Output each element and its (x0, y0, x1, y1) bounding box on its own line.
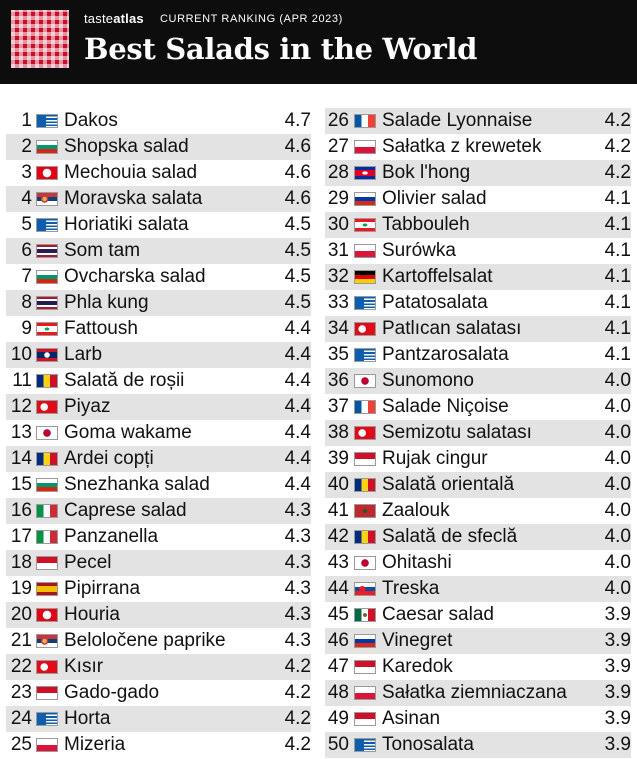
rank-number: 33 (327, 292, 349, 313)
rating-score: 4.4 (284, 370, 311, 391)
salad-name[interactable]: Piyaz (64, 396, 111, 417)
salad-name[interactable]: Olivier salad (382, 188, 487, 209)
rating-score: 4.5 (284, 240, 311, 261)
rank-number: 28 (327, 162, 349, 183)
ro-flag-icon (354, 478, 376, 492)
ranking-row[interactable] (325, 134, 631, 160)
bg-flag-icon (36, 270, 58, 284)
salad-name[interactable]: Caesar salad (382, 604, 494, 625)
salad-name[interactable]: Salată de sfeclă (382, 526, 518, 547)
gr-flag-icon (354, 296, 376, 310)
kh-flag-icon (354, 166, 376, 180)
id-flag-icon (36, 686, 58, 700)
rating-score: 4.3 (284, 500, 311, 521)
ranking-row[interactable] (325, 368, 631, 394)
salad-name[interactable]: Sałatka z krewetek (382, 136, 542, 157)
rank-number: 3 (21, 162, 32, 183)
salad-name[interactable]: Bok l'hong (382, 162, 471, 183)
ranking-row[interactable] (325, 316, 631, 342)
th-flag-icon (36, 296, 58, 310)
tr-flag-icon (354, 322, 376, 336)
rank-number: 47 (327, 656, 349, 677)
fr-flag-icon (354, 114, 376, 128)
ranking-row[interactable] (6, 238, 311, 264)
bg-flag-icon (36, 140, 58, 154)
ranking-row[interactable] (6, 602, 311, 628)
ranking-row[interactable] (325, 446, 631, 472)
rating-score: 4.1 (604, 266, 631, 287)
ranking-row[interactable] (6, 628, 311, 654)
salad-name[interactable]: Kartoffelsalat (382, 266, 493, 287)
salad-name[interactable]: Ovcharska salad (64, 266, 206, 287)
salad-name[interactable]: Ohitashi (382, 552, 452, 573)
rating-score: 4.3 (284, 604, 311, 625)
rating-score: 4.2 (604, 162, 631, 183)
rating-score: 4.6 (284, 188, 311, 209)
salad-name[interactable]: Goma wakame (64, 422, 192, 443)
rating-score: 4.0 (604, 578, 631, 599)
rank-number: 16 (10, 500, 32, 521)
salad-name[interactable]: Patlıcan salatası (382, 318, 522, 339)
ro-flag-icon (36, 452, 58, 466)
rank-number: 22 (10, 656, 32, 677)
ranking-row[interactable] (6, 134, 311, 160)
rank-number: 12 (10, 396, 32, 417)
it-flag-icon (36, 530, 58, 544)
ranking-row[interactable] (325, 550, 631, 576)
id-flag-icon (354, 452, 376, 466)
rating-score: 4.4 (284, 318, 311, 339)
pl-flag-icon (354, 686, 376, 700)
ranking-row[interactable] (325, 498, 631, 524)
header-banner (0, 0, 637, 84)
rank-number: 7 (21, 266, 32, 287)
gr-flag-icon (36, 114, 58, 128)
es-flag-icon (36, 582, 58, 596)
salad-name[interactable]: Salată orientală (382, 474, 515, 495)
ranking-row[interactable] (325, 186, 631, 212)
rank-number: 10 (10, 344, 32, 365)
ranking-row[interactable] (6, 576, 311, 602)
lb-flag-icon (354, 218, 376, 232)
rank-number: 1 (21, 110, 32, 131)
rating-score: 3.9 (604, 604, 631, 625)
salad-name[interactable]: Snezhanka salad (64, 474, 210, 495)
salad-name[interactable]: Rujak cingur (382, 448, 488, 469)
rating-score: 4.0 (604, 526, 631, 547)
salad-name[interactable]: Larb (64, 344, 103, 365)
rating-score: 4.0 (604, 448, 631, 469)
rating-score: 4.3 (284, 526, 311, 547)
rank-number: 23 (10, 682, 32, 703)
rank-number: 18 (10, 552, 32, 573)
rank-number: 20 (10, 604, 32, 625)
ro-flag-icon (354, 530, 376, 544)
ranking-row[interactable] (6, 680, 311, 706)
brand-name-part2: atlas (113, 11, 144, 26)
rank-number: 31 (327, 240, 349, 261)
ranking-row[interactable] (6, 186, 311, 212)
rank-number: 24 (10, 708, 32, 729)
rank-number: 14 (10, 448, 32, 469)
salad-name[interactable]: Surówka (382, 240, 456, 261)
rank-number: 5 (21, 214, 32, 235)
salad-name[interactable]: Ardei copți (64, 448, 154, 469)
rank-number: 17 (10, 526, 32, 547)
bg-flag-icon (36, 478, 58, 492)
ranking-row[interactable] (325, 706, 631, 732)
salad-name[interactable]: Salată de roșii (64, 370, 185, 391)
rs-flag-icon (36, 192, 58, 206)
rating-score: 4.3 (284, 578, 311, 599)
ranking-row[interactable] (6, 394, 311, 420)
gr-flag-icon (36, 218, 58, 232)
rank-number: 50 (327, 734, 349, 755)
salad-name[interactable]: Pecel (64, 552, 112, 573)
rank-number: 34 (327, 318, 349, 339)
rank-number: 15 (10, 474, 32, 495)
rating-score: 3.9 (604, 734, 631, 755)
salad-name[interactable]: Dakos (64, 110, 118, 131)
salad-name[interactable]: Sunomono (382, 370, 474, 391)
rating-score: 4.6 (284, 136, 311, 157)
rating-score: 4.0 (604, 370, 631, 391)
rating-score: 4.4 (284, 422, 311, 443)
ranking-row[interactable] (325, 472, 631, 498)
ranking-row[interactable] (6, 342, 311, 368)
salad-name[interactable]: Karedok (382, 656, 453, 677)
ranking-row[interactable] (325, 628, 631, 654)
rating-score: 3.9 (604, 656, 631, 677)
rank-number: 46 (327, 630, 349, 651)
ranking-row[interactable] (325, 524, 631, 550)
rating-score: 4.2 (284, 708, 311, 729)
salad-name[interactable]: Horiatiki salata (64, 214, 189, 235)
ranking-row[interactable] (6, 160, 311, 186)
salad-name[interactable]: Phla kung (64, 292, 149, 313)
jp-flag-icon (354, 374, 376, 388)
ranking-row[interactable] (325, 394, 631, 420)
tr-flag-icon (354, 426, 376, 440)
rank-number: 36 (327, 370, 349, 391)
rating-score: 4.2 (284, 656, 311, 677)
mx-flag-icon (354, 608, 376, 622)
rating-score: 4.1 (604, 188, 631, 209)
rating-score: 4.4 (284, 448, 311, 469)
ranking-row[interactable] (325, 602, 631, 628)
rating-score: 4.5 (284, 266, 311, 287)
salad-name[interactable]: Tonosalata (382, 734, 474, 755)
ranking-row[interactable] (6, 368, 311, 394)
id-flag-icon (354, 712, 376, 726)
pl-flag-icon (354, 244, 376, 258)
rating-score: 4.1 (604, 344, 631, 365)
gr-flag-icon (354, 348, 376, 362)
salad-name[interactable]: Moravska salata (64, 188, 203, 209)
rank-number: 43 (327, 552, 349, 573)
rating-score: 4.2 (284, 682, 311, 703)
rank-number: 37 (327, 396, 349, 417)
rank-number: 39 (327, 448, 349, 469)
rating-score: 3.9 (604, 630, 631, 651)
ranking-row[interactable] (325, 238, 631, 264)
ranking-row[interactable] (6, 446, 311, 472)
ranking-row[interactable] (6, 420, 311, 446)
rank-number: 38 (327, 422, 349, 443)
fr-flag-icon (354, 400, 376, 414)
ranking-row[interactable] (325, 290, 631, 316)
salad-name[interactable]: Tabbouleh (382, 214, 470, 235)
ru-flag-icon (354, 192, 376, 206)
salad-name[interactable]: Panzanella (64, 526, 159, 547)
salad-name[interactable]: Mechouia salad (64, 162, 198, 183)
ranking-row[interactable] (6, 472, 311, 498)
salad-name[interactable]: Som tam (64, 240, 141, 261)
salad-name[interactable]: Houria (64, 604, 120, 625)
rank-number: 21 (10, 630, 32, 651)
lb-flag-icon (36, 322, 58, 336)
rating-score: 4.0 (604, 422, 631, 443)
rating-score: 4.2 (604, 110, 631, 131)
rating-score: 4.1 (604, 292, 631, 313)
rating-score: 4.3 (284, 630, 311, 651)
rating-score: 4.4 (284, 396, 311, 417)
rank-number: 19 (10, 578, 32, 599)
rating-score: 4.0 (604, 552, 631, 573)
rank-number: 25 (10, 734, 32, 755)
salad-name[interactable]: Asinan (382, 708, 441, 729)
salad-name[interactable]: Treska (382, 578, 440, 599)
rating-score: 4.5 (284, 214, 311, 235)
checkered-tablecloth-icon (11, 10, 69, 68)
de-flag-icon (354, 270, 376, 284)
rank-number: 30 (327, 214, 349, 235)
ranking-row[interactable] (325, 342, 631, 368)
salad-name[interactable]: Patatosalata (382, 292, 488, 313)
rank-number: 11 (12, 370, 32, 391)
rank-number: 45 (327, 604, 349, 625)
rating-score: 3.9 (604, 708, 631, 729)
salad-name[interactable]: Mizeria (64, 734, 126, 755)
ranking-row[interactable] (325, 212, 631, 238)
pl-flag-icon (36, 738, 58, 752)
ranking-row[interactable] (6, 108, 311, 134)
rating-score: 4.4 (284, 474, 311, 495)
ranking-row[interactable] (6, 732, 311, 758)
la-flag-icon (36, 348, 58, 362)
tn-flag-icon (36, 166, 58, 180)
salad-name[interactable]: Semizotu salatası (382, 422, 532, 443)
rating-score: 4.0 (604, 500, 631, 521)
ranking-row[interactable] (6, 264, 311, 290)
tr-flag-icon (36, 400, 58, 414)
ro-flag-icon (36, 374, 58, 388)
ranking-row[interactable] (325, 576, 631, 602)
rank-number: 41 (327, 500, 349, 521)
rank-number: 49 (327, 708, 349, 729)
salad-name[interactable]: Gado-gado (64, 682, 160, 703)
ranking-row[interactable] (6, 524, 311, 550)
rank-number: 42 (327, 526, 349, 547)
ranking-row[interactable] (325, 680, 631, 706)
rating-score: 3.9 (604, 682, 631, 703)
sk-flag-icon (354, 582, 376, 596)
salad-name[interactable]: Kısır (64, 656, 104, 677)
salad-name[interactable]: Pipirrana (64, 578, 141, 599)
tr-flag-icon (36, 660, 58, 674)
salad-name[interactable]: Vinegret (382, 630, 453, 651)
jp-flag-icon (354, 556, 376, 570)
rating-score: 4.2 (284, 734, 311, 755)
ranking-row[interactable] (325, 732, 631, 758)
rank-number: 44 (327, 578, 349, 599)
salad-name[interactable]: Salade Lyonnaise (382, 110, 533, 131)
rank-number: 40 (327, 474, 349, 495)
rating-score: 4.5 (284, 292, 311, 313)
ranking-row[interactable] (6, 706, 311, 732)
rating-score: 4.1 (604, 318, 631, 339)
ranking-row[interactable] (325, 160, 631, 186)
ranking-row[interactable] (6, 212, 311, 238)
rank-number: 2 (21, 136, 32, 157)
rating-score: 4.2 (604, 136, 631, 157)
gr-flag-icon (354, 738, 376, 752)
th-flag-icon (36, 244, 58, 258)
brand-name-part1: taste (84, 11, 114, 26)
rating-score: 4.3 (284, 552, 311, 573)
rating-score: 4.7 (284, 110, 311, 131)
rs-flag-icon (36, 634, 58, 648)
rank-number: 8 (21, 292, 32, 313)
ranking-row[interactable] (6, 316, 311, 342)
ranking-row[interactable] (6, 498, 311, 524)
salad-name[interactable]: Horta (64, 708, 111, 729)
rank-number: 6 (21, 240, 32, 261)
page-title: Best Salads in the World (84, 32, 478, 66)
ma-flag-icon (354, 504, 376, 518)
gr-flag-icon (36, 712, 58, 726)
ranking-column-left (6, 108, 311, 758)
ranking-column-right (325, 108, 631, 758)
salad-name[interactable]: Caprese salad (64, 500, 187, 521)
rank-number: 27 (327, 136, 349, 157)
salad-name[interactable]: Salade Niçoise (382, 396, 509, 417)
rank-number: 35 (327, 344, 349, 365)
jp-flag-icon (36, 426, 58, 440)
rating-score: 4.1 (604, 240, 631, 261)
id-flag-icon (354, 660, 376, 674)
rank-number: 9 (21, 318, 32, 339)
id-flag-icon (36, 556, 58, 570)
rank-number: 29 (327, 188, 349, 209)
rating-score: 4.0 (604, 474, 631, 495)
ranking-row[interactable] (6, 550, 311, 576)
rating-score: 4.4 (284, 344, 311, 365)
rating-score: 4.0 (604, 396, 631, 417)
salad-name[interactable]: Zaalouk (382, 500, 450, 521)
pl-flag-icon (354, 140, 376, 154)
ranking-row[interactable] (325, 108, 631, 134)
rank-number: 32 (327, 266, 349, 287)
ranking-row[interactable] (6, 290, 311, 316)
salad-name[interactable]: Shopska salad (64, 136, 189, 157)
rank-number: 13 (10, 422, 32, 443)
ranking-row[interactable] (6, 654, 311, 680)
ru-flag-icon (354, 634, 376, 648)
ranking-row[interactable] (325, 264, 631, 290)
rank-number: 48 (327, 682, 349, 703)
salad-name[interactable]: Sałatka ziemniaczana (382, 682, 567, 703)
ranking-row[interactable] (325, 420, 631, 446)
brand-logo[interactable] (84, 11, 144, 26)
rank-number: 4 (21, 188, 32, 209)
salad-name[interactable]: Pantzarosalata (382, 344, 509, 365)
salad-name[interactable]: Beloločene paprike (64, 630, 226, 651)
salad-name[interactable]: Fattoush (64, 318, 138, 339)
ranking-row[interactable] (325, 654, 631, 680)
rank-number: 26 (327, 110, 349, 131)
rating-score: 4.6 (284, 162, 311, 183)
rating-score: 4.1 (604, 214, 631, 235)
ranking-subtitle: CURRENT RANKING (APR 2023) (160, 13, 343, 25)
tn-flag-icon (36, 608, 58, 622)
it-flag-icon (36, 504, 58, 518)
